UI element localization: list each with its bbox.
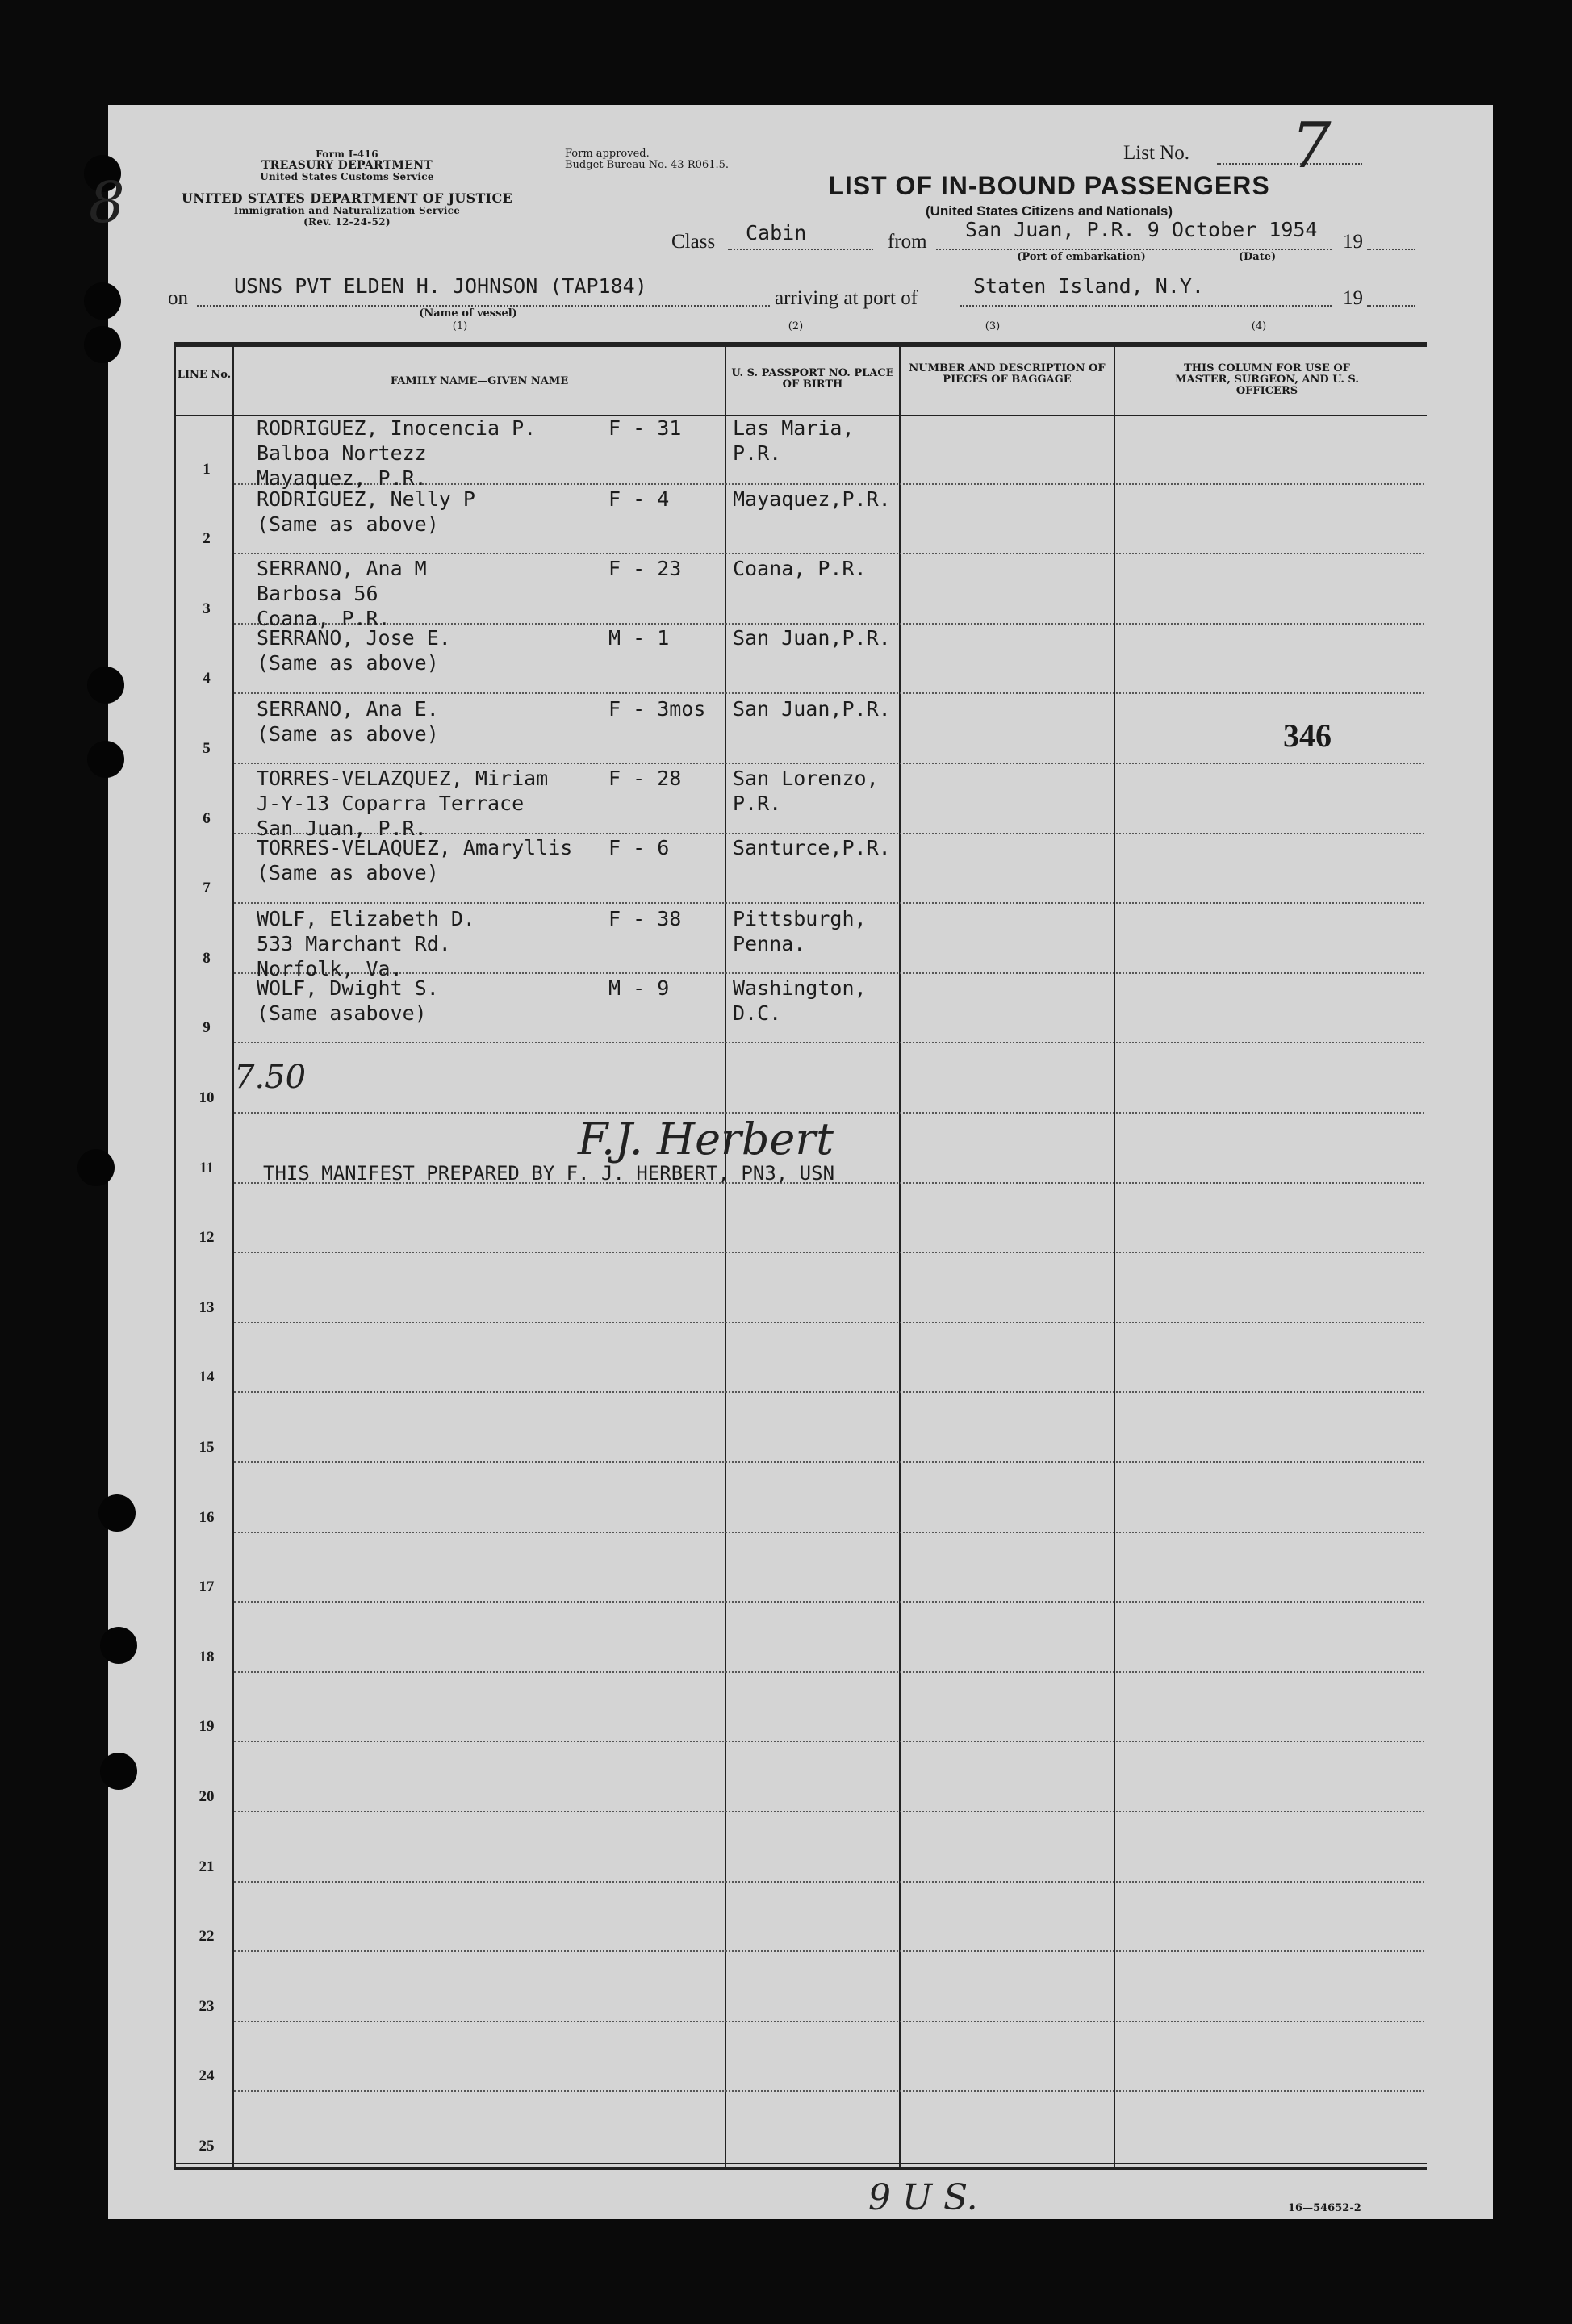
line-number: 12 bbox=[199, 1229, 215, 1247]
preparer-signature: F.J. Herbert bbox=[578, 1114, 834, 1164]
col-num-3: (3) bbox=[985, 320, 1001, 332]
passenger-address: (Same asabove) bbox=[257, 1001, 427, 1025]
passenger-address: San Juan, P.R. bbox=[257, 817, 427, 840]
row-separator bbox=[234, 692, 1424, 694]
sex-age: F - 31 bbox=[608, 416, 682, 440]
initials-scrawl: 7.50 bbox=[234, 1059, 307, 1096]
col-num-2: (2) bbox=[788, 320, 804, 332]
line-number: 13 bbox=[199, 1298, 215, 1316]
line-number: 7 bbox=[203, 880, 211, 897]
arrival-port: Staten Island, N.Y. bbox=[973, 274, 1204, 298]
header-name: FAMILY NAME—GIVEN NAME bbox=[390, 375, 569, 387]
vessel-note: (Name of vessel) bbox=[419, 307, 517, 320]
passenger-address: J-Y-13 Coparra Terrace bbox=[257, 792, 525, 815]
place-of-birth: Pittsburgh, bbox=[733, 907, 867, 930]
row-separator bbox=[234, 1671, 1424, 1673]
list-no-value: 7 bbox=[1291, 110, 1332, 182]
line-number: 5 bbox=[203, 740, 211, 757]
row-separator bbox=[234, 2090, 1424, 2092]
binder-hole bbox=[87, 741, 124, 778]
margin-mark: 8 bbox=[89, 169, 125, 236]
customs-service: United States Customs Service bbox=[260, 171, 434, 182]
row-separator bbox=[234, 1950, 1424, 1952]
line-number: 2 bbox=[203, 530, 211, 548]
line-number: 10 bbox=[199, 1089, 215, 1106]
form-subtitle: (United States Citizens and Nationals) bbox=[925, 203, 1173, 219]
line-number: 20 bbox=[199, 1788, 215, 1805]
line-number: 1 bbox=[203, 460, 211, 478]
place-of-birth: San Juan,P.R. bbox=[733, 697, 891, 721]
place-of-birth: D.C. bbox=[733, 1001, 782, 1025]
passenger-address: Balboa Nortezz bbox=[257, 441, 427, 465]
line-number: 23 bbox=[199, 1997, 215, 2015]
class-value: Cabin bbox=[746, 221, 807, 245]
ins-service: Immigration and Naturalization Service bbox=[233, 205, 461, 216]
row-separator bbox=[234, 1391, 1424, 1393]
line-number: 24 bbox=[199, 2067, 215, 2085]
line-number: 4 bbox=[203, 670, 211, 688]
row-separator bbox=[234, 553, 1424, 554]
place-of-birth: Washington, bbox=[733, 976, 867, 1000]
line-number: 22 bbox=[199, 1928, 215, 1946]
passenger-name: TORRES-VELAZQUEZ, Miriam bbox=[257, 767, 549, 790]
sex-age: M - 1 bbox=[608, 626, 670, 650]
place-of-birth: P.R. bbox=[733, 792, 782, 815]
place-of-birth: San Lorenzo, bbox=[733, 767, 879, 790]
row-separator bbox=[234, 1042, 1424, 1043]
year-suffix-2: 19 bbox=[1343, 287, 1363, 309]
line-number: 17 bbox=[199, 1578, 215, 1596]
header-baggage: NUMBER AND DESCRIPTION OF PIECES OF BAGGAGE bbox=[909, 362, 1106, 386]
header-passport: U. S. PASSPORT NO. PLACE OF BIRTH bbox=[731, 367, 894, 391]
line-number: 16 bbox=[199, 1508, 215, 1526]
line-number: 6 bbox=[203, 809, 211, 827]
class-label: Class bbox=[671, 231, 716, 253]
line-number: 21 bbox=[199, 1858, 215, 1875]
row-separator bbox=[234, 1252, 1424, 1253]
line-number: 19 bbox=[199, 1718, 215, 1736]
passenger-address: (Same as above) bbox=[257, 651, 439, 675]
binder-hole bbox=[77, 1149, 115, 1186]
manifest-note: THIS MANIFEST PREPARED BY F. J. HERBERT, PN3, USN bbox=[263, 1162, 835, 1185]
place-of-birth: Coana, P.R. bbox=[733, 557, 867, 580]
sex-age: F - 23 bbox=[608, 557, 682, 580]
passenger-address: Norfolk, Va. bbox=[257, 957, 403, 980]
line-number: 3 bbox=[203, 600, 211, 617]
sex-age: F - 28 bbox=[608, 767, 682, 790]
row-separator bbox=[234, 972, 1424, 974]
col-num-1: (1) bbox=[452, 320, 468, 332]
header-line-no: LINE No. bbox=[177, 369, 232, 381]
binder-hole bbox=[84, 282, 121, 320]
place-of-birth: Penna. bbox=[733, 932, 806, 955]
department-of-justice: UNITED STATES DEPARTMENT OF JUSTICE bbox=[181, 190, 512, 206]
row-separator bbox=[234, 1881, 1424, 1883]
row-separator bbox=[234, 2021, 1424, 2022]
col-num-4: (4) bbox=[1251, 320, 1267, 332]
passenger-name: SERRANO, Ana E. bbox=[257, 697, 439, 721]
vessel-name: USNS PVT ELDEN H. JOHNSON (TAP184) bbox=[234, 274, 647, 298]
passenger-address: (Same as above) bbox=[257, 722, 439, 746]
on-label: on bbox=[168, 287, 188, 309]
line-number: 14 bbox=[199, 1369, 215, 1386]
sex-age: F - 3mos bbox=[608, 697, 706, 721]
binder-hole bbox=[87, 667, 124, 704]
row-separator bbox=[234, 1601, 1424, 1603]
place-of-birth: Las Maria, bbox=[733, 416, 855, 440]
row-separator bbox=[234, 1322, 1424, 1323]
passenger-name: TORRES-VELAQUEZ, Amaryllis bbox=[257, 836, 573, 859]
sex-age: F - 4 bbox=[608, 487, 670, 511]
handwritten-bottom-note: 9 U S. bbox=[868, 2177, 978, 2218]
binder-hole bbox=[100, 1627, 137, 1664]
passenger-address: (Same as above) bbox=[257, 512, 439, 536]
form-title: LIST OF IN-BOUND PASSENGERS bbox=[828, 171, 1270, 200]
sex-age: F - 6 bbox=[608, 836, 670, 859]
row-separator bbox=[234, 763, 1424, 764]
from-label: from bbox=[888, 231, 927, 253]
sex-age: F - 38 bbox=[608, 907, 682, 930]
row-separator bbox=[234, 1461, 1424, 1463]
stamp-number: 346 bbox=[1283, 717, 1332, 754]
passenger-address: Coana, P.R. bbox=[257, 607, 391, 630]
passenger-name: WOLF, Dwight S. bbox=[257, 976, 439, 1000]
passenger-name: RODRIGUEZ, Inocencia P. bbox=[257, 416, 537, 440]
binder-hole bbox=[100, 1753, 137, 1790]
passenger-name: RODRIGUEZ, Nelly P bbox=[257, 487, 475, 511]
year-suffix: 19 bbox=[1343, 231, 1363, 253]
form-number: Form I-416 bbox=[316, 148, 378, 160]
row-separator bbox=[234, 1811, 1424, 1812]
passenger-name: SERRANO, Ana M bbox=[257, 557, 427, 580]
header-officers: THIS COLUMN FOR USE OF MASTER, SURGEON, AND U. S. OFFICERS bbox=[1175, 362, 1359, 397]
row-separator bbox=[234, 623, 1424, 625]
line-number: 11 bbox=[199, 1159, 214, 1177]
form-approved: Form approved. bbox=[565, 148, 650, 160]
place-of-birth: San Juan,P.R. bbox=[733, 626, 891, 650]
footer-code: 16—54652-2 bbox=[1288, 2202, 1361, 2214]
port-embark-note: (Port of embarkation) bbox=[1017, 251, 1146, 263]
line-number: 8 bbox=[203, 949, 211, 967]
binder-hole bbox=[84, 326, 121, 363]
passenger-address: 533 Marchant Rd. bbox=[257, 932, 451, 955]
treasury-dept: TREASURY DEPARTMENT bbox=[261, 159, 433, 172]
list-no-label: List No. bbox=[1123, 142, 1189, 164]
from-value: San Juan, P.R. 9 October 1954 bbox=[965, 218, 1318, 241]
line-number: 15 bbox=[199, 1439, 215, 1456]
line-number: 9 bbox=[203, 1019, 211, 1037]
row-separator bbox=[234, 902, 1424, 904]
row-separator bbox=[234, 1741, 1424, 1742]
arriving-label: arriving at port of bbox=[775, 287, 918, 309]
line-number: 18 bbox=[199, 1648, 215, 1666]
revision-date: (Rev. 12-24-52) bbox=[303, 216, 391, 228]
budget-bureau: Budget Bureau No. 43-R061.5. bbox=[565, 159, 730, 171]
passenger-address: (Same as above) bbox=[257, 861, 439, 884]
place-of-birth: Santurce,P.R. bbox=[733, 836, 891, 859]
place-of-birth: Mayaquez,P.R. bbox=[733, 487, 891, 511]
passenger-name: SERRANO, Jose E. bbox=[257, 626, 451, 650]
passenger-name: WOLF, Elizabeth D. bbox=[257, 907, 475, 930]
passenger-address: Barbosa 56 bbox=[257, 582, 378, 605]
line-number: 25 bbox=[199, 2138, 215, 2155]
date-note: (Date) bbox=[1238, 251, 1277, 263]
binder-hole bbox=[98, 1494, 136, 1532]
sex-age: M - 9 bbox=[608, 976, 670, 1000]
passenger-address: Mayaquez, P.R. bbox=[257, 466, 427, 490]
place-of-birth: P.R. bbox=[733, 441, 782, 465]
row-separator bbox=[234, 1532, 1424, 1533]
